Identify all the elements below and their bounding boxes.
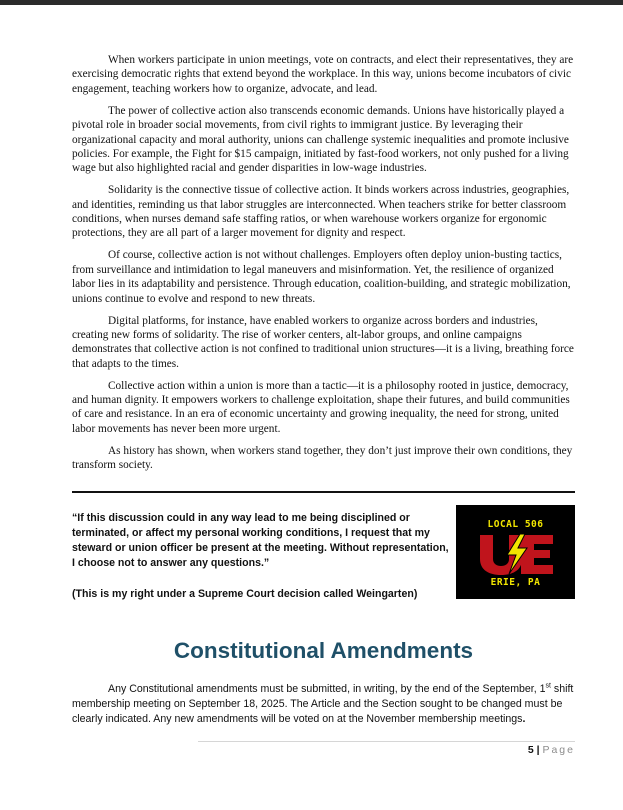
logo-local-text: LOCAL 506 xyxy=(487,519,544,530)
paragraph-challenges: Of course, collective action is not without challenges. Employers often deploy union-busting tactics, from surveillance and intimidation to legal maneuvers and misinformation. Yet, the resilience of organized labor lies in its adaptability and persistence. Through education, coalition-building, and strategic mobilization, unions continue to evolve and respond to new threats. xyxy=(72,249,571,305)
ordinal-suffix: st xyxy=(545,682,551,690)
paragraph-philosophy: Collective action within a union is more than a tactic—it is a philosophy rooted in justice, democracy, and human dignity. It empowers workers to challenge exploitation, shape their futures, and build communities of care and resistance. In an era of economic uncertainty and growing inequality, the need for strong, united labor movements has never been more urgent. xyxy=(72,379,570,435)
footer-separator: | xyxy=(533,744,543,756)
weingarten-note: (This is my right under a Supreme Court decision called Weingarten) xyxy=(72,588,418,600)
weingarten-statement xyxy=(72,511,450,602)
paragraph-conclusion: As history has shown, when workers stand together, they don’t just improve their own conditions, they transform society. xyxy=(72,444,573,472)
ue-lightning-icon xyxy=(477,533,554,575)
section-heading: Constitutional Amendments xyxy=(173,638,474,663)
page-footer xyxy=(470,744,575,756)
logo-location-text: ERIE, PA xyxy=(490,577,541,588)
weingarten-quote: “If this discussion could in any way lead to me being disciplined or terminated, or affect my personal working conditions, I request that my steward or union officer be present at the meeting. Without representation, I choose not to answer any questions.” xyxy=(72,512,449,569)
paragraph-social-movements: The power of collective action also transcends economic demands. Unions have historically played a pivotal role in broader social movements, from civil rights to immigrant justice. By leveraging their organizational capacity and moral authority, unions can challenge systemic inequalities and promote inclusive policies. For example, the Fight for $15 campaign, initiated by fast-food workers, not only pushed for a living wage but also highlighted racial and gender disparities in low-wage industries. xyxy=(72,104,569,175)
amendments-text-part1: Any Constitutional amendments must be submitted, in writing, by the end of the September, 1 xyxy=(108,683,546,695)
amendments-paragraph xyxy=(72,682,575,728)
page-number: 5 xyxy=(527,744,534,756)
paragraph-solidarity: Solidarity is the connective tissue of collective action. It binds workers across industries, geographies, and identities, reminding us that labor struggles are interconnected. When teachers strike for better classroom conditions, when nurses demand safe staffing ratios, or when warehouse workers organize for ergonomic protections, they are all part of a larger movement for dignity and respect. xyxy=(72,184,570,240)
top-bar xyxy=(0,0,623,5)
ue-local-506-logo xyxy=(456,505,575,599)
amendments-text-end: . xyxy=(522,713,526,726)
paragraph-digital-platforms: Digital platforms, for instance, have enabled workers to organize across borders and industries, creating new forms of solidarity. The rise of worker centers, alt-labor groups, and online campaigns demonstrates that collective action is not confined to traditional union structures—it is a living, breathing force that adapts to the times. xyxy=(72,314,574,370)
paragraph-civic-engagement: When workers participate in union meetings, vote on contracts, and elect their representatives, they are exercising democratic rights that extend beyond the workplace. In this way, unions become incubators of civic engagement, teaching workers how to organize, advocate, and lead. xyxy=(72,54,574,95)
amendments-text-part2: shift membership meeting on September 18, 2025. The Article and the Section sought to be changed must be clearly indicated. Any new amendments will be voted on at the November membership meetings xyxy=(72,683,574,726)
page-label: Page xyxy=(542,744,575,756)
section-divider xyxy=(72,491,575,493)
footer-divider xyxy=(198,741,575,742)
body-text xyxy=(72,53,575,480)
